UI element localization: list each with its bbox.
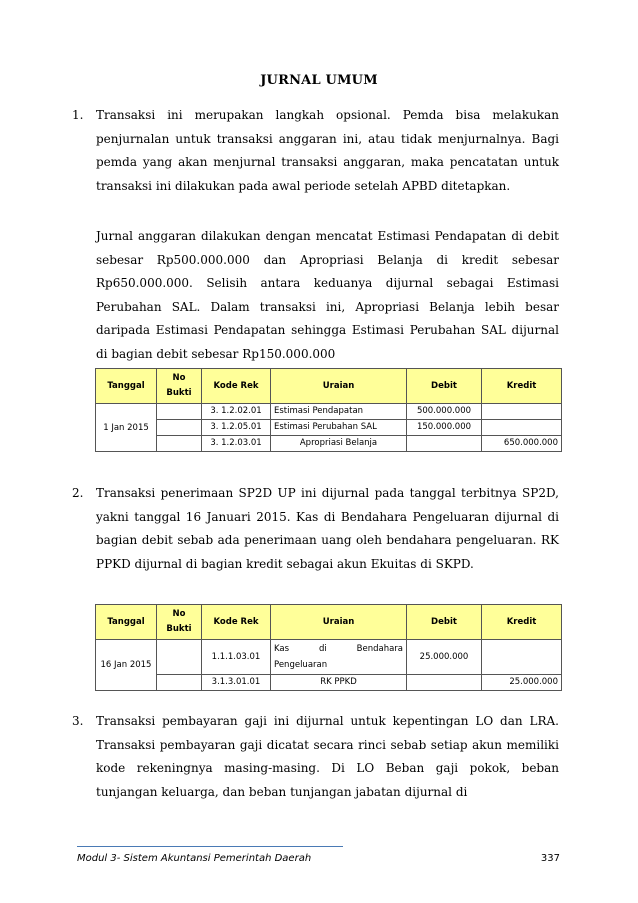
table-row — [96, 420, 562, 436]
uraian-cell: Apropriasi Belanja — [271, 436, 407, 452]
debit-cell: 500.000.000 — [407, 404, 482, 420]
item-3-paragraph-1: Transaksi pembayaran gaji ini dijurnal untuk kepentingan LO dan LRA. Transaksi pembayaran gaji dicatat secara rinci sebab setiap akun memiliki kode rekeningnya masing-masing. Di LO Beban gaji pokok, beban tunjangan keluarga, dan beban tunjangan jabatan dijurnal di — [96, 714, 559, 799]
uraian-cell: RK PPKD — [271, 675, 407, 691]
date-cell: 16 Jan 2015 — [96, 640, 157, 691]
debit-cell: 25.000.000 — [407, 640, 482, 675]
no-bukti-cell — [157, 675, 202, 691]
page-title: JURNAL UMUM — [260, 73, 378, 88]
header-kredit: Kredit — [482, 369, 562, 404]
no-bukti-cell — [157, 420, 202, 436]
journal-table-1 — [95, 368, 562, 452]
kode-rek-cell: 1.1.1.03.01 — [202, 640, 271, 675]
header-debit: Debit — [407, 605, 482, 640]
debit-cell — [407, 436, 482, 452]
header-uraian: Uraian — [271, 605, 407, 640]
kredit-cell: 650.000.000 — [482, 436, 562, 452]
item-2-paragraph-1: Transaksi penerimaan SP2D UP ini dijurnal pada tanggal terbitnya SP2D, yakni tanggal 16 Januari 2015. Kas di Bendahara Pengeluaran dijurnal di bagian debit sebab ada penerimaan uang oleh bendahara pengeluaran. RK PPKD dijurnal di bagian kredit sebagai akun Ekuitas di SKPD. — [96, 486, 559, 571]
header-debit: Debit — [407, 369, 482, 404]
page-number: 337 — [540, 853, 560, 864]
table-row — [96, 640, 562, 675]
header-tanggal: Tanggal — [96, 369, 157, 404]
table-row — [96, 675, 562, 691]
header-no-bukti: No Bukti — [157, 369, 202, 404]
kredit-cell — [482, 404, 562, 420]
kredit-cell — [482, 420, 562, 436]
item-1-paragraph-2: Jurnal anggaran dilakukan dengan mencatat Estimasi Pendapatan di debit sebesar Rp500.000.000 dan Apropriasi Belanja di kredit sebesar Rp650.000.000. Selisih antara keduanya dijurnal sebagai Estimasi Perubahan SAL. Dalam transaksi ini, Apropriasi Belanja lebih besar daripada Estimasi Pendapatan sehingga Estimasi Perubahan SAL dijurnal di bagian debit sebesar Rp150.000.000 — [96, 229, 559, 361]
footer-divider — [77, 846, 343, 847]
uraian-cell: Estimasi Perubahan SAL — [271, 420, 407, 436]
table-header-row — [96, 605, 562, 640]
table-row — [96, 436, 562, 452]
header-kode-rek: Kode Rek — [202, 605, 271, 640]
debit-cell — [407, 675, 482, 691]
uraian-cell: Kas di Bendahara Pengeluaran — [271, 640, 407, 675]
no-bukti-cell — [157, 404, 202, 420]
kredit-cell: 25.000.000 — [482, 675, 562, 691]
table-header-row — [96, 369, 562, 404]
item-number-3: 3. — [72, 714, 84, 728]
kode-rek-cell: 3. 1.2.05.01 — [202, 420, 271, 436]
item-1-paragraph-1: Transaksi ini merupakan langkah opsional. Pemda bisa melakukan penjurnalan untuk transaksi anggaran ini, atau tidak menjurnalnya. Bagi pemda yang akan menjurnal transaksi anggaran, maka pencatatan untuk transaksi ini dilakukan pada awal periode setelah APBD ditetapkan. — [96, 108, 559, 193]
item-number-2: 2. — [72, 486, 84, 500]
journal-table-2 — [95, 604, 562, 691]
no-bukti-cell — [157, 436, 202, 452]
uraian-cell: Estimasi Pendapatan — [271, 404, 407, 420]
header-no-bukti: No Bukti — [157, 605, 202, 640]
footer-module-title: Modul 3- Sistem Akuntansi Pemerintah Daerah — [77, 853, 312, 864]
date-cell: 1 Jan 2015 — [96, 404, 157, 452]
header-kredit: Kredit — [482, 605, 562, 640]
header-tanggal: Tanggal — [96, 605, 157, 640]
header-kode-rek: Kode Rek — [202, 369, 271, 404]
kredit-cell — [482, 640, 562, 675]
kode-rek-cell: 3. 1.2.02.01 — [202, 404, 271, 420]
item-number-1: 1. — [72, 108, 84, 122]
no-bukti-cell — [157, 640, 202, 675]
debit-cell: 150.000.000 — [407, 420, 482, 436]
kode-rek-cell: 3. 1.2.03.01 — [202, 436, 271, 452]
header-uraian: Uraian — [271, 369, 407, 404]
table-row — [96, 404, 562, 420]
kode-rek-cell: 3.1.3.01.01 — [202, 675, 271, 691]
